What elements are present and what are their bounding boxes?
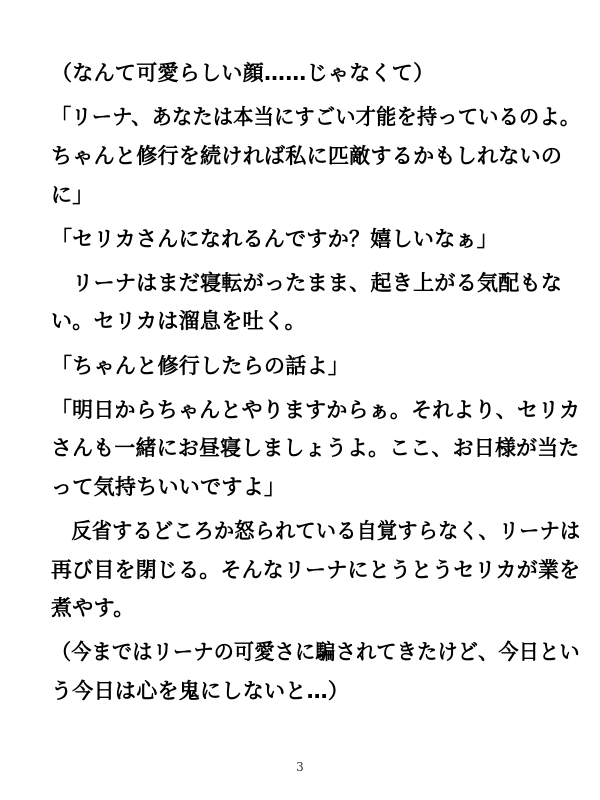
- text-line: ちゃんと修行を続ければ私に匹敵するかもしれないの: [51, 144, 563, 168]
- text-line: 煮やす。: [51, 596, 135, 620]
- text-line: 「ちゃんと修行したらの話よ」: [51, 354, 350, 378]
- text-line: （なんて可愛らしい顔……じゃなくて）: [51, 61, 435, 85]
- text-line: って気持ちいいですよ」: [51, 475, 286, 499]
- page-number: 3: [296, 760, 304, 774]
- text-line: 「明日からちゃんとやりますからぁ。それより、セリカ: [51, 398, 581, 422]
- text-line: 再び目を閉じる。そんなリーナにとうとうセリカが業を: [51, 558, 581, 582]
- text-line: い。セリカは溜息を吐く。: [51, 309, 306, 333]
- text-line: 「リーナ、あなたは本当にすごい才能を持っているのよ。: [51, 105, 581, 129]
- text-line: （今まではリーナの可愛さに騙されてきたけど、今日とい: [51, 640, 580, 664]
- text-line: 反省するどころか怒られている自覚すらなく、リーナは: [51, 519, 581, 543]
- text-line: 「セリカさんになれるんですか？嬉しいなぁ」: [51, 227, 499, 251]
- text-line: さんも一緒にお昼寝しましょうよ。ここ、お日様が当た: [51, 436, 580, 460]
- text-line: う今日は心を鬼にしないと…）: [51, 679, 350, 703]
- text-line: リーナはまだ寝転がったまま、起き上がる気配もな: [51, 271, 563, 295]
- text-line: に」: [51, 183, 94, 207]
